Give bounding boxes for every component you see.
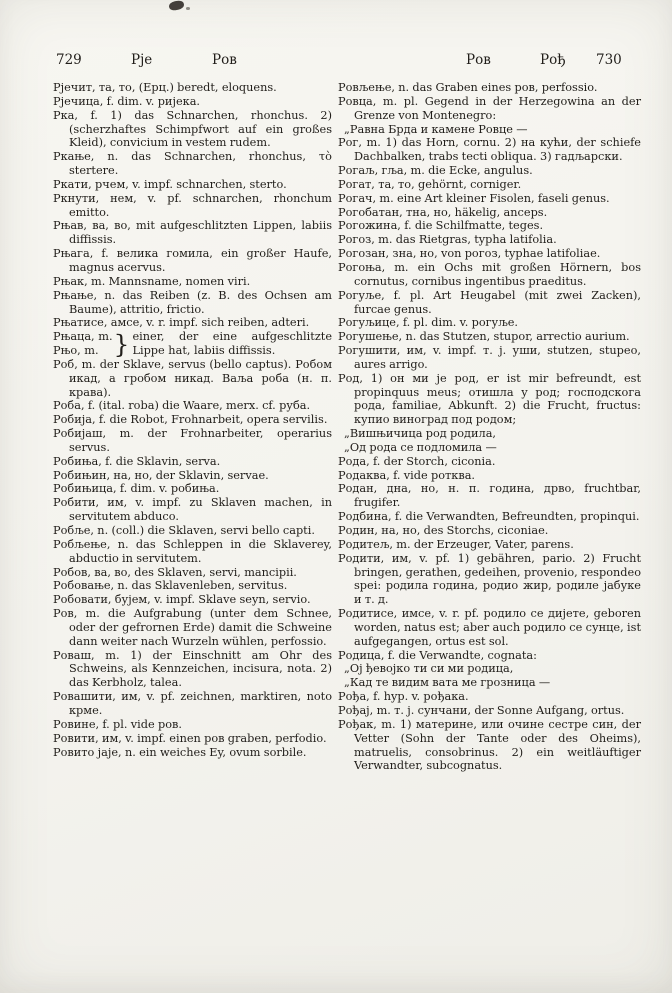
- page-number-left: 729: [56, 52, 82, 68]
- verse-quote-line: „Кад те видим вата ме грозница —: [344, 676, 551, 690]
- dictionary-entry: Рогожина, f. die Schilfmatte, teges.: [338, 219, 544, 233]
- header-word-left-2: Ров: [212, 52, 237, 68]
- right-column: [338, 81, 641, 773]
- ink-speck: [186, 7, 190, 10]
- dictionary-entry: Рогоз, m. das Rietgras, typha latifolia.: [338, 233, 557, 247]
- dictionary-entry: Роваш, m. 1) der Einschnitt am Ohr des Schweins, als Kennzeichen, incisura, nota. 2) das Kerbholz, talea.: [53, 648, 332, 690]
- dictionary-entry: Родица, f. die Verwandte, cognata:: [338, 648, 537, 662]
- dictionary-entry: Робиња, f. die Sklavin, serva.: [53, 454, 221, 468]
- dictionary-entry: Рогушење, n. das Stutzen, stupor, arrectio aurium.: [338, 330, 630, 344]
- dictionary-entry: Родитисе, имсе, v. r. pf. родило се дијете, geboren worden, natus est; aber auch родило се сунце, ist aufgegangen, ortus est sol.: [338, 607, 641, 648]
- dictionary-entry: Рогушити, им, v. impf. т. ј. уши, stutzen, stupeo, aures arrigo.: [338, 344, 641, 371]
- dictionary-entry: Родин, на, но, des Storchs, ciconiae.: [338, 524, 549, 537]
- dictionary-entry: Рогат, та, то, gehörnt, corniger.: [338, 177, 522, 191]
- page-header: [0, 52, 672, 70]
- ink-smudge: [168, 0, 185, 11]
- dictionary-entry: Ровашити, им, v. pf. zeichnen, marktiren, noto крме.: [53, 690, 332, 717]
- dictionary-entry: Рњага, f. велика гомила, ein großer Haufe, magnus acervus.: [53, 247, 332, 274]
- dictionary-entry: Рогаљ, гља, m. die Ecke, angulus.: [338, 164, 533, 178]
- dictionary-entry: Робињица, f. dim. v. робиња.: [53, 482, 220, 496]
- dictionary-entry: Рогуље, f. pl. Art Heugabel (mit zwei Zacken), furcae genus.: [338, 288, 641, 316]
- dictionary-entry: Робље, n. (coll.) die Sklaven, servi bello capti.: [53, 524, 315, 537]
- left-column: [53, 81, 332, 759]
- header-word-right-2: Рођ: [540, 52, 566, 68]
- headword: Рњо, m.: [53, 344, 99, 358]
- dictionary-entry: Робовање, n. das Sklavenleben, servitus.: [53, 579, 288, 593]
- brace-glyph: }: [113, 329, 130, 359]
- dictionary-entry: Ровито јаје, n. ein weiches Ey, ovum sorbile.: [53, 745, 307, 759]
- dictionary-entry: Родити, им, v. pf. 1) gebähren, pario. 2) Frucht bringen, gerathen, gedeihen, provenio, respondeo spei: родила година, родио жир, родиле јабуке и т. д.: [338, 551, 641, 607]
- dictionary-entry: Ровине, f. pl. vide ров.: [53, 717, 182, 731]
- dictionary-entry: Ровити, им, v. impf. einen ров graben, perfodio.: [53, 731, 327, 745]
- dictionary-entry: Рогозан, зна, но, von рогоз, typhae latifoliae.: [338, 247, 601, 261]
- dictionary-entry: Рњак, m. Mannsname, nomen viri.: [53, 274, 251, 288]
- dictionary-entry: Рогач, m. eine Art kleiner Fisolen, faseli genus.: [338, 191, 610, 205]
- dictionary-entry: Робињин, на, но, der Sklavin, servae.: [53, 468, 269, 482]
- dictionary-entry: Рогоња, m. ein Ochs mit großen Hörnern, bos cornutus, cornibus ingentibus praeditus.: [338, 260, 641, 288]
- dictionary-entry: Родитељ, m. der Erzeuger, Vater, parens.: [338, 537, 574, 551]
- dictionary-entry: Робовати, бујем, v. impf. Sklave seyn, servio.: [53, 593, 311, 607]
- dictionary-entry: Робити, им, v. impf. zu Sklaven machen, in servitutem abduco.: [53, 496, 332, 524]
- dictionary-entry: Роба, f. (ital. roba) die Waare, merx. cf. руба.: [53, 399, 311, 413]
- dictionary-entry: Рјечит, та, то, (Ерц.) beredt, eloquens.: [53, 81, 277, 94]
- dictionary-entry: Рогобатан, тна, но, häkelig, anceps.: [338, 205, 548, 219]
- dictionary-entry: Родаква, f. vide ротква.: [338, 468, 476, 482]
- dictionary-entry: Рода, f. der Storch, ciconia.: [338, 454, 496, 468]
- dictionary-entry: Рођа, f. hyp. v. рођака.: [338, 690, 469, 704]
- dictionary-entry: Родан, дна, но, н. п. година, дрво, fruchtbar, frugifer.: [338, 482, 641, 510]
- dictionary-entry: Рог, m. 1) das Horn, cornu. 2) на кући, der schiefe Dachbalken, trabs tecti obliqua. 3) гадљарски.: [338, 136, 641, 164]
- dictionary-entry-braced: [53, 330, 332, 358]
- verse-quote-line: „Од рода се подломила —: [344, 440, 497, 454]
- header-word-right-1: Ров: [466, 52, 491, 68]
- dictionary-entry: Ркање, n. das Schnarchen, rhonchus, τὸ stertere.: [53, 150, 332, 178]
- dictionary-entry: Ркнути, нем, v. pf. schnarchen, rhonchum emitto.: [53, 191, 332, 219]
- dictionary-entry: Ркати, рчем, v. impf. schnarchen, sterto.: [53, 177, 287, 191]
- dictionary-entry: Робијаш, m. der Frohnarbeiter, operarius servus.: [53, 427, 332, 454]
- verse-quote-line: „Вишњичица род родила,: [344, 427, 497, 441]
- headword: Рњаца, m.: [53, 330, 113, 344]
- dictionary-entry: Ров, m. die Aufgrabung (unter dem Schnee, oder der gefrornen Erde) damit die Schweine dann weiter nach Wurzeln wühlen, perfossio.: [53, 607, 332, 648]
- dictionary-entry: Рођај, m. т. ј. сунчани, der Sonne Aufgang, ortus.: [338, 703, 625, 717]
- verse-quote-line: „Равна Брда и камене Ровце —: [344, 122, 528, 136]
- dictionary-entry: Робљење, n. das Schleppen in die Sklaverey, abductio in servitutem.: [53, 537, 332, 565]
- dictionary-entry: Рњање, n. das Reiben (z. B. des Ochsen am Baume), attritio, frictio.: [53, 288, 332, 316]
- dictionary-entry: Рњав, ва, во, mit aufgeschlitzten Lippen, labiis diffissis.: [53, 219, 332, 247]
- entry-definition: einer, der eine aufgeschlitzte Lippe hat, labiis diffissis.: [132, 330, 332, 358]
- dictionary-entry: Рођак, m. 1) материне, или очине сестре син, der Vetter (Sohn der Tante oder des Oheims), matruelis, consobrinus. 2) ein weitläuftiger Verwandter, subcognatus.: [338, 717, 641, 773]
- dictionary-entry: Робија, f. die Robot, Frohnarbeit, opera servilis.: [53, 413, 328, 427]
- dictionary-entry: Ровљење, n. das Graben eines ров, perfossio.: [338, 81, 598, 94]
- brace-headwords: [53, 330, 113, 358]
- dictionary-entry: Рогуљице, f. pl. dim. v. рогуље.: [338, 316, 519, 330]
- dictionary-entry: Роб, m. der Sklave, servus (bello captus). Робом икад, а гробом никад. Ваља роба (н. п. крава).: [53, 357, 332, 399]
- verse-quote-line: „Ој ђевојко ти си ми родица,: [344, 662, 514, 676]
- header-word-left-1: Рје: [131, 52, 153, 68]
- dictionary-entry: Родбина, f. die Verwandten, Befreundten, propinqui.: [338, 510, 640, 524]
- dictionary-entry: Ровца, m. pl. Gegend in der Herzegowina an der Grenze von Montenegro:: [338, 94, 641, 122]
- dictionary-entry: Рка, f. 1) das Schnarchen, rhonchus. 2) (scherzhaftes Schimpfwort auf ein großes Kleid), convicium in vestem rudem.: [53, 108, 332, 150]
- dictionary-entry: Рјечица, f. dim. v. ријека.: [53, 94, 201, 108]
- dictionary-entry: Род, 1) он ми је род, er ist mir befreundt, est propinquus meus; отишла у род; господскога рода, familiae, Abkunft. 2) die Frucht, fructus: купио виноград под родом;: [338, 371, 641, 427]
- page-number-right: 730: [596, 52, 622, 68]
- dictionary-entry: Рњатисе, амсе, v. r. impf. sich reiben, adteri.: [53, 316, 310, 330]
- dictionary-entry: Робов, ва, во, des Sklaven, servi, mancipii.: [53, 565, 297, 579]
